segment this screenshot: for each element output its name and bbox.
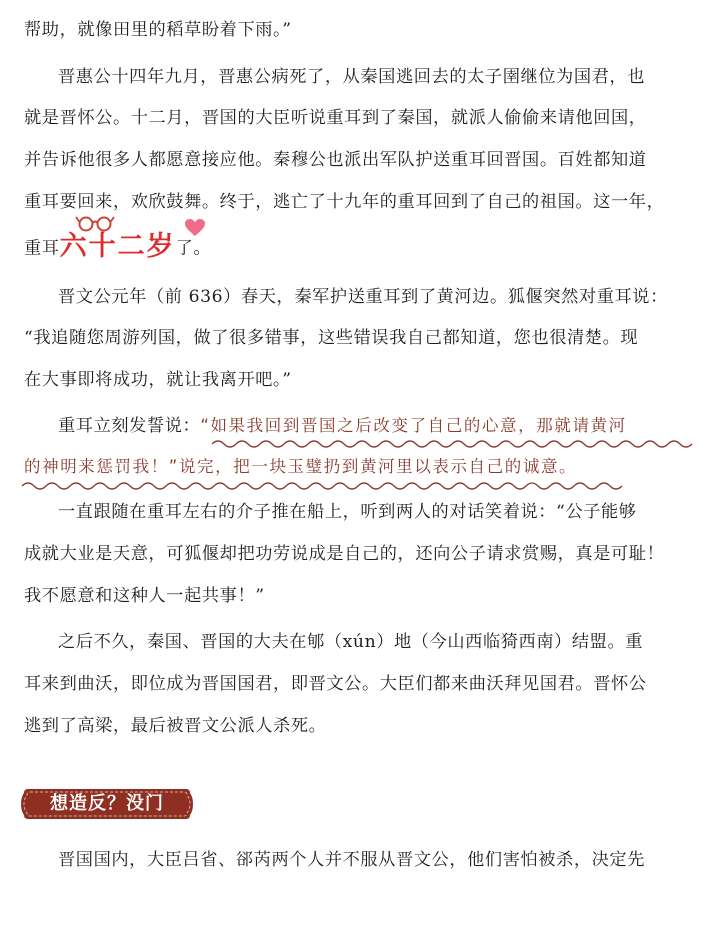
- heart-icon: [184, 218, 206, 238]
- text-line: 帮助，就像田里的稻草盼着下雨。”: [24, 20, 292, 40]
- text-line: 逃到了高梁，最后被晋文公派人杀死。: [24, 716, 327, 736]
- text-line: 一直跟随在重耳左右的介子推在船上，听到两人的对话笑着说：“公子能够: [58, 502, 637, 522]
- text-line: 耳来到曲沃，即位成为晋国国君，即晋文公。大臣们都来曲沃拜见国君。晋怀公: [24, 674, 647, 694]
- section-heading: [20, 788, 194, 820]
- text-line: “我追随您周游列国，做了很多错事，这些错误我自己都知道，您也很清楚。现: [24, 328, 639, 348]
- text-line: 晋文公元年（前 636）春天，秦军护送重耳到了黄河边。狐偃突然对重耳说：: [58, 287, 668, 307]
- text-line: 晋国国内，大臣吕省、郤芮两个人并不服从晋文公，他们害怕被杀，决定先: [58, 850, 645, 870]
- text-line: [58, 414, 627, 438]
- wavy-underline: [22, 480, 622, 492]
- text-line: 重耳要回来，欢欣鼓舞。终于，逃亡了十九年的重耳回到了自己的祖国。这一年，: [24, 192, 665, 212]
- section-title: 想造反？没门: [50, 793, 164, 814]
- text-span: 了。: [175, 238, 212, 259]
- text-line: 就是晋怀公。十二月，晋国的大臣听说重耳到了秦国，就派人偷偷来请他回国，: [24, 108, 647, 128]
- text-line: 成就大业是天意，可狐偃却把功劳说成是自己的，还向公子请求赏赐，真是可耻！: [24, 544, 665, 564]
- text-line: 并告诉他很多人都愿意接应他。秦穆公也派出军队护送重耳回晋国。百姓都知道: [24, 150, 647, 170]
- text-line: 之后不久，秦国、晋国的大夫在郇（xún）地（今山西临猗西南）结盟。重: [58, 632, 644, 652]
- text-span: 重耳: [24, 238, 60, 259]
- text-line: [24, 231, 212, 264]
- handwritten-quote: 的神明来惩罚我！”说完，把一块玉璧扔到黄河里以表示自己的诚意。: [24, 457, 578, 476]
- text-line: 晋惠公十四年九月，晋惠公病死了，从秦国逃回去的太子圉继位为国君，也: [58, 67, 645, 87]
- text-line: 在大事即将成功，就让我离开吧。”: [24, 370, 292, 390]
- wavy-underline: [212, 438, 692, 450]
- handwritten-quote: “如果我回到晋国之后改变了自己的心意，那就请黄河: [200, 416, 627, 435]
- age-highlight: 六十二岁: [59, 231, 176, 262]
- text-line: 我不愿意和这种人一起共事！”: [24, 586, 265, 606]
- glasses-icon: [76, 214, 116, 234]
- text-span: 重耳立刻发誓说：: [58, 416, 201, 436]
